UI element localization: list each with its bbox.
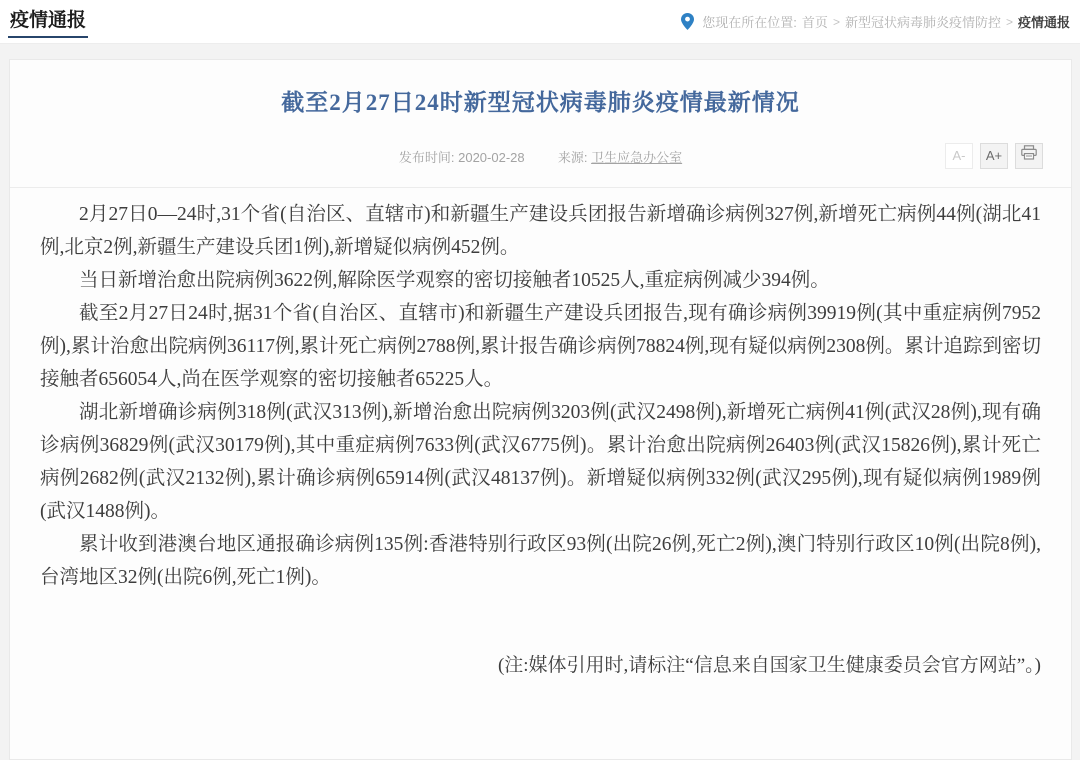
breadcrumb-section-link[interactable]: 新型冠状病毒肺炎疫情防控 [844, 15, 1001, 30]
printer-icon [1021, 144, 1037, 168]
location-pin-icon [681, 13, 694, 30]
article-card [9, 59, 1072, 760]
topbar [0, 0, 1080, 44]
breadcrumb-separator: > [832, 14, 840, 29]
publish-time-value: 2020-02-28 [458, 150, 525, 165]
breadcrumb [681, 12, 1070, 31]
article-body [10, 188, 1071, 594]
article-meta [10, 143, 1071, 173]
source-label: 来源: [557, 150, 588, 165]
page-title: 疫情通报 [8, 5, 88, 39]
article-paragraph: 当日新增治愈出院病例3622例,解除医学观察的密切接触者10525人,重症病例减少394例。 [79, 270, 830, 291]
breadcrumb-home-link[interactable]: 首页 [801, 15, 828, 30]
font-decrease-button[interactable]: A- [945, 143, 973, 169]
article-paragraph: 2月27日0—24时,31个省(自治区、直辖市)和新疆生产建设兵团报告新增确诊病例327例,新增死亡病例44例(湖北41例,北京2例,新疆生产建设兵团1例),新增疑似病例452例。 [40, 204, 1041, 258]
article-title: 截至2月27日24时新型冠状病毒肺炎疫情最新情况 [281, 90, 800, 115]
breadcrumb-separator: > [1005, 14, 1013, 29]
font-increase-button[interactable]: A+ [980, 143, 1008, 169]
article-toolbar [945, 143, 1043, 169]
article-meta-row [10, 143, 1071, 173]
source-link[interactable]: 卫生应急办公室 [591, 150, 683, 165]
article-paragraph: 累计收到港澳台地区通报确诊病例135例:香港特别行政区93例(出院26例,死亡2例),澳门特别行政区10例(出院8例),台湾地区32例(出院6例,死亡1例)。 [40, 534, 1041, 588]
breadcrumb-prefix: 您现在所在位置: [702, 15, 797, 30]
publish-time-label: 发布时间: [398, 150, 455, 165]
print-button[interactable] [1015, 143, 1043, 169]
breadcrumb-current: 疫情通报 [1017, 15, 1070, 30]
article-note: (注:媒体引用时,请标注“信息来自国家卫生健康委员会官方网站”。) [497, 655, 1041, 676]
article-paragraph: 湖北新增确诊病例318例(武汉313例),新增治愈出院病例3203例(武汉2498例),新增死亡病例41例(武汉28例),现有确诊病例36829例(武汉30179例),其中重症病例7633例(武汉6775例)。累计治愈出院病例26403例(武汉15826例),累计死亡病例2682例(武汉2132例),累计确诊病例65914例(武汉48137例)。新增疑似病例332例(武汉295例),现有疑似病例1989例(武汉1488例)。 [40, 402, 1041, 522]
article-paragraph: 截至2月27日24时,据31个省(自治区、直辖市)和新疆生产建设兵团报告,现有确诊病例39919例(其中重症病例7952例),累计治愈出院病例36117例,累计死亡病例2788例,累计报告确诊病例78824例,现有疑似病例2308例。累计追踪到密切接触者656054人,尚在医学观察的密切接触者65225人。 [40, 303, 1041, 390]
